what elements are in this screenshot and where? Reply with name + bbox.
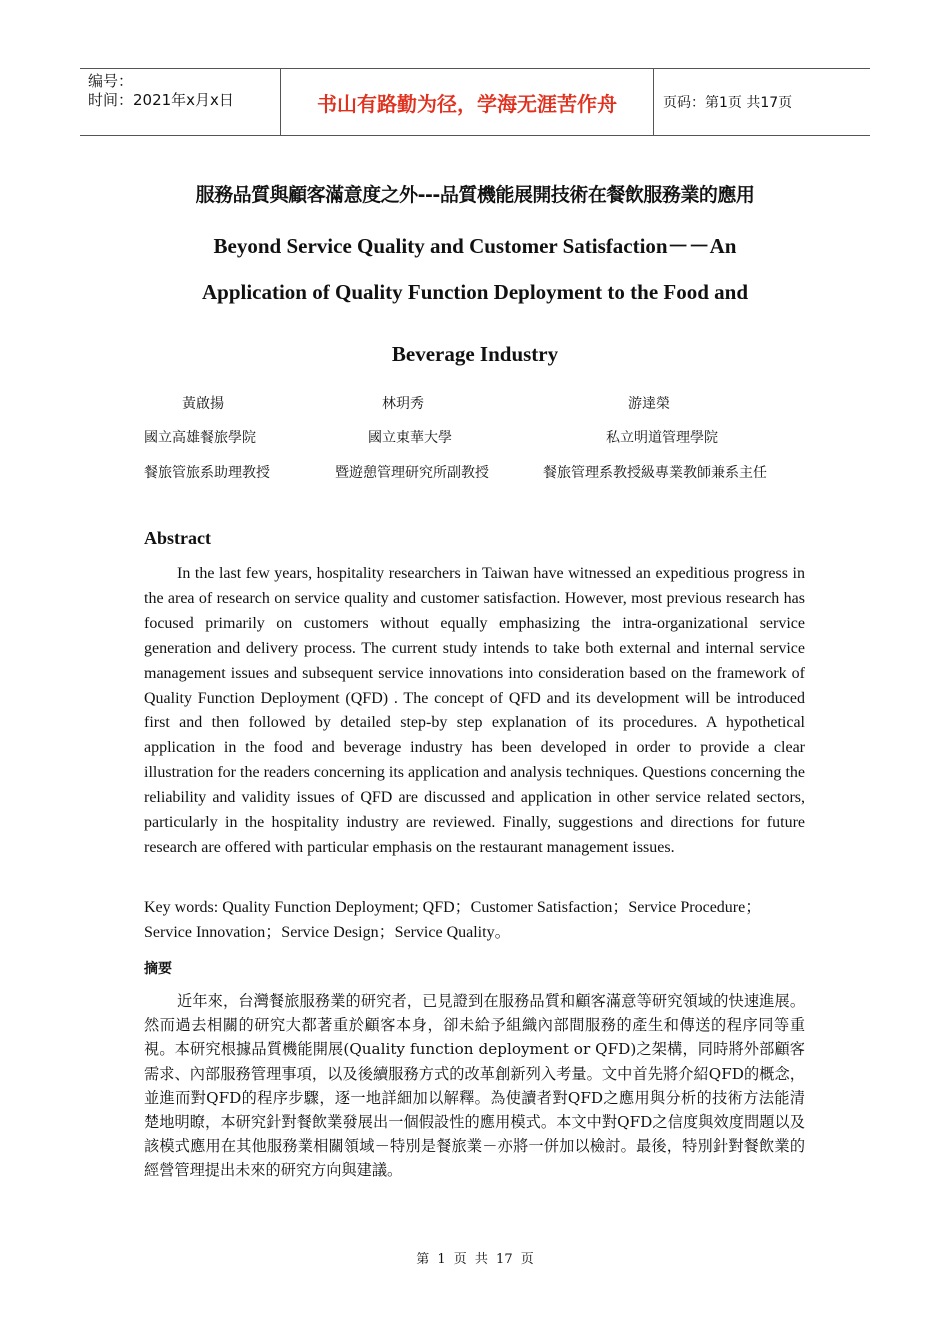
- motto: 书山有路勤为径，学海无涯苦作舟: [317, 91, 617, 116]
- abstract-body: In the last few years, hospitality researchers in Taiwan have witnessed an expeditious progress in the area of research on service quality and customer satisfaction. However, most previous research has focused primarily on customers without equally emphasizing the intra-organizational service generation and delivery process. The current study intends to take both external and internal service management issues and subsequent service innovations into consideration based on the framework of Quality Function Deployment (QFD) . The concept of QFD and its development will be introduced first and then followed by detailed step-by step explanation of its procedures. A hypothetical application in the food and beverage industry has been developed in order to provide a clear illustration for the readers concerning its application and analysis techniques. Questions concerning the reliability and validity issues of QFD are discussed and application in other service related sectors, particularly in the hospitality industry are reviewed. Finally, suggestions and directions for future research are offered with particular emphasis on the restaurant management issues.: [144, 565, 805, 856]
- author-name-2: 林玥秀: [382, 396, 424, 412]
- title-english-line-1: Beyond Service Quality and Customer Satisfaction－－An: [213, 234, 737, 258]
- number-label: 编号：: [88, 72, 134, 90]
- author-name-1: 黃啟揚: [182, 396, 224, 412]
- summary-heading: 摘要: [144, 961, 172, 977]
- header-left-cell: [80, 69, 281, 135]
- summary-body: 近年來，台灣餐旅服務業的研究者，已見證到在服務品質和顧客滿意等研究領域的快速進展。然而過去相關的研究大都著重於顧客本身，卻未給予組織內部間服務的產生和傳送的程序同等重視。本研究根據品質機能開展(Quality function deployment or QFD)之架構，同時將外部顧客需求、內部服務管理事項，以及後續服務方式的改革創新列入考量。文中首先將介紹QFD的概念，並進而對QFD的程序步驟，逐一地詳細加以解釋。為使讀者對QFD之應用與分析的技術方法能清楚地明瞭，本研究針對餐飲業發展出一個假設性的應用模式。本文中對QFD之信度與效度問題以及該模式應用在其他服務業相關領域－特別是餐旅業－亦將一併加以檢討。最後，特別針對餐飲業的經營管理提出未來的研究方向與建議。: [144, 992, 805, 1180]
- title-english-line-3: Beverage Industry: [391, 342, 559, 366]
- header-table: [80, 68, 870, 136]
- header-motto-cell: [281, 69, 654, 135]
- keywords: Key words: Quality Function Deployment; QFD；Customer Satisfaction；Service Procedure；Service Innovation；Service Design；Service Quality。: [144, 899, 762, 941]
- author-institution-1: 國立高雄餐旅學院: [144, 430, 256, 446]
- author-position-3: 餐旅管理系教授級專業教師兼系主任: [543, 465, 767, 481]
- page-info: 页码：第1页 共17页: [663, 95, 793, 111]
- time-label: 时间：2021年x月x日: [88, 91, 234, 109]
- title-english-line-2: Application of Quality Function Deployment to the Food and: [201, 280, 749, 304]
- title-chinese: 服務品質與顧客滿意度之外---品質機能展開技術在餐飲服務業的應用: [195, 184, 755, 206]
- author-institution-2: 國立東華大學: [368, 430, 452, 446]
- author-institution-3: 私立明道管理學院: [606, 430, 718, 446]
- header-page-cell: [654, 69, 870, 135]
- abstract-heading: Abstract: [144, 528, 211, 548]
- author-name-3: 游達榮: [628, 396, 670, 412]
- author-position-1: 餐旅管旅系助理教授: [144, 465, 270, 481]
- author-position-2: 暨遊憩管理研究所副教授: [335, 465, 489, 481]
- page-footer: 第 1 页 共 17 页: [416, 1252, 534, 1267]
